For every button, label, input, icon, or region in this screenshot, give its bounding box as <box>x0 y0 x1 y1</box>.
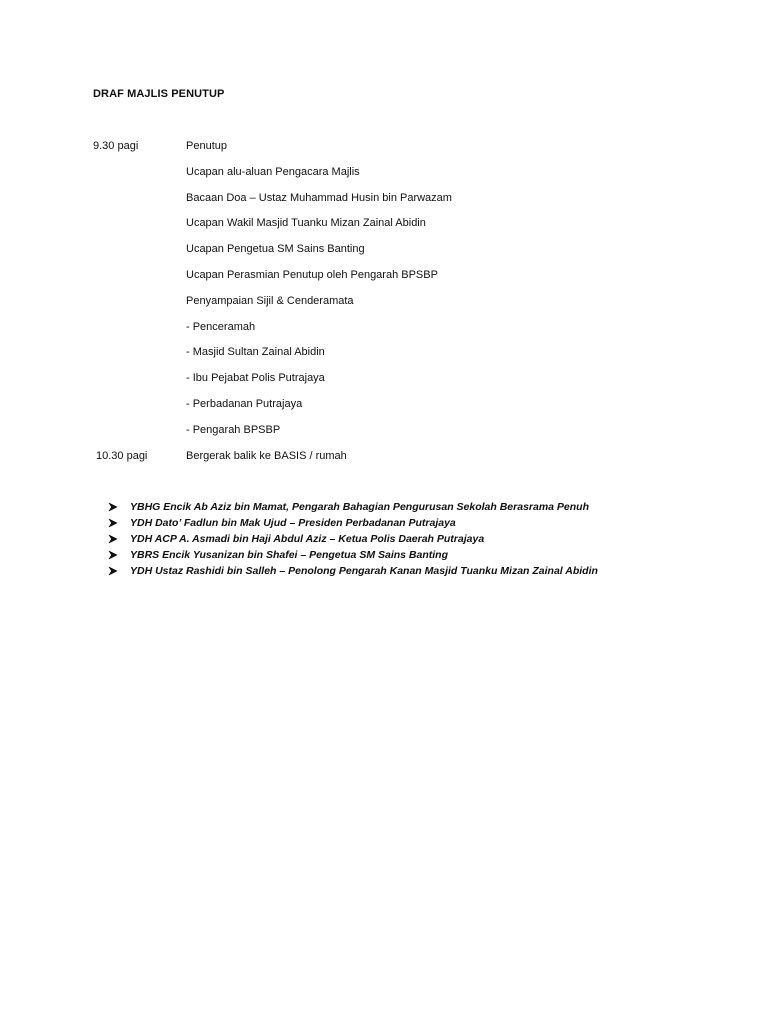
guest-name: YDH Dato’ Fadlun bin Mak Ujud – Presiden Perbadanan Putrajaya <box>130 517 456 529</box>
schedule-time <box>93 242 186 268</box>
schedule-item: Bacaan Doa – Ustaz Muhammad Husin bin Parwazam <box>186 191 452 204</box>
schedule-time <box>93 294 186 320</box>
guest-name: YDH Ustaz Rashidi bin Salleh – Penolong Pengarah Kanan Masjid Tuanku Mizan Zainal Abidin <box>130 565 598 577</box>
schedule-time: 9.30 pagi <box>93 140 139 152</box>
arrow-bullet-icon <box>108 534 118 544</box>
schedule-row <box>93 242 693 268</box>
schedule-item: - Penceramah <box>186 320 256 333</box>
schedule-item: Ucapan alu-aluan Pengacara Majlis <box>186 165 360 178</box>
schedule-item: Ucapan Perasmian Penutup oleh Pengarah BPSBP <box>186 268 438 281</box>
schedule-row <box>93 371 693 397</box>
schedule-row <box>93 216 693 242</box>
list-item <box>108 563 598 579</box>
schedule-row <box>93 320 693 346</box>
schedule-time <box>93 423 186 449</box>
arrow-bullet-icon <box>108 518 118 528</box>
schedule-row <box>93 294 693 320</box>
schedule-row <box>93 397 693 423</box>
schedule-item: Penutup <box>186 140 227 152</box>
schedule-time <box>93 345 186 371</box>
schedule-time <box>93 320 186 346</box>
list-item <box>108 547 598 563</box>
schedule-item: - Ibu Pejabat Polis Putrajaya <box>186 372 325 385</box>
schedule-item: - Perbadanan Putrajaya <box>186 397 303 410</box>
schedule-item: Ucapan Pengetua SM Sains Banting <box>186 243 365 256</box>
arrow-bullet-icon <box>108 502 118 512</box>
schedule-item: - Pengarah BPSBP <box>186 423 281 436</box>
schedule-row <box>93 268 693 294</box>
schedule-row <box>93 165 693 191</box>
schedule-item: Ucapan Wakil Masjid Tuanku Mizan Zainal Abidin <box>186 217 426 230</box>
schedule-time <box>93 191 186 217</box>
arrow-bullet-icon <box>108 550 118 560</box>
schedule-row <box>93 191 693 217</box>
guest-list <box>108 499 598 579</box>
list-item <box>108 499 598 515</box>
schedule-table <box>93 139 693 474</box>
schedule-item: Bergerak balik ke BASIS / rumah <box>186 449 347 462</box>
arrow-bullet-icon <box>108 566 118 576</box>
schedule-time <box>93 397 186 423</box>
list-item <box>108 515 598 531</box>
guest-name: YDH ACP A. Asmadi bin Haji Abdul Aziz – Ketua Polis Daerah Putrajaya <box>130 533 485 545</box>
guest-name: YBRS Encik Yusanizan bin Shafei – Pengetua SM Sains Banting <box>130 549 448 561</box>
schedule-time <box>93 216 186 242</box>
schedule-row <box>93 139 693 165</box>
schedule-time: 10.30 pagi <box>96 449 148 462</box>
schedule-time <box>93 268 186 294</box>
schedule-row <box>93 449 693 475</box>
schedule-row <box>93 345 693 371</box>
list-item <box>108 531 598 547</box>
document-title: DRAF MAJLIS PENUTUP <box>93 88 225 100</box>
schedule-time <box>93 165 186 191</box>
schedule-item: Penyampaian Sijil & Cenderamata <box>186 294 354 307</box>
schedule-row <box>93 423 693 449</box>
schedule-item: - Masjid Sultan Zainal Abidin <box>186 346 325 359</box>
schedule-time <box>93 371 186 397</box>
guest-name: YBHG Encik Ab Aziz bin Mamat, Pengarah Bahagian Pengurusan Sekolah Berasrama Penuh <box>130 501 590 513</box>
